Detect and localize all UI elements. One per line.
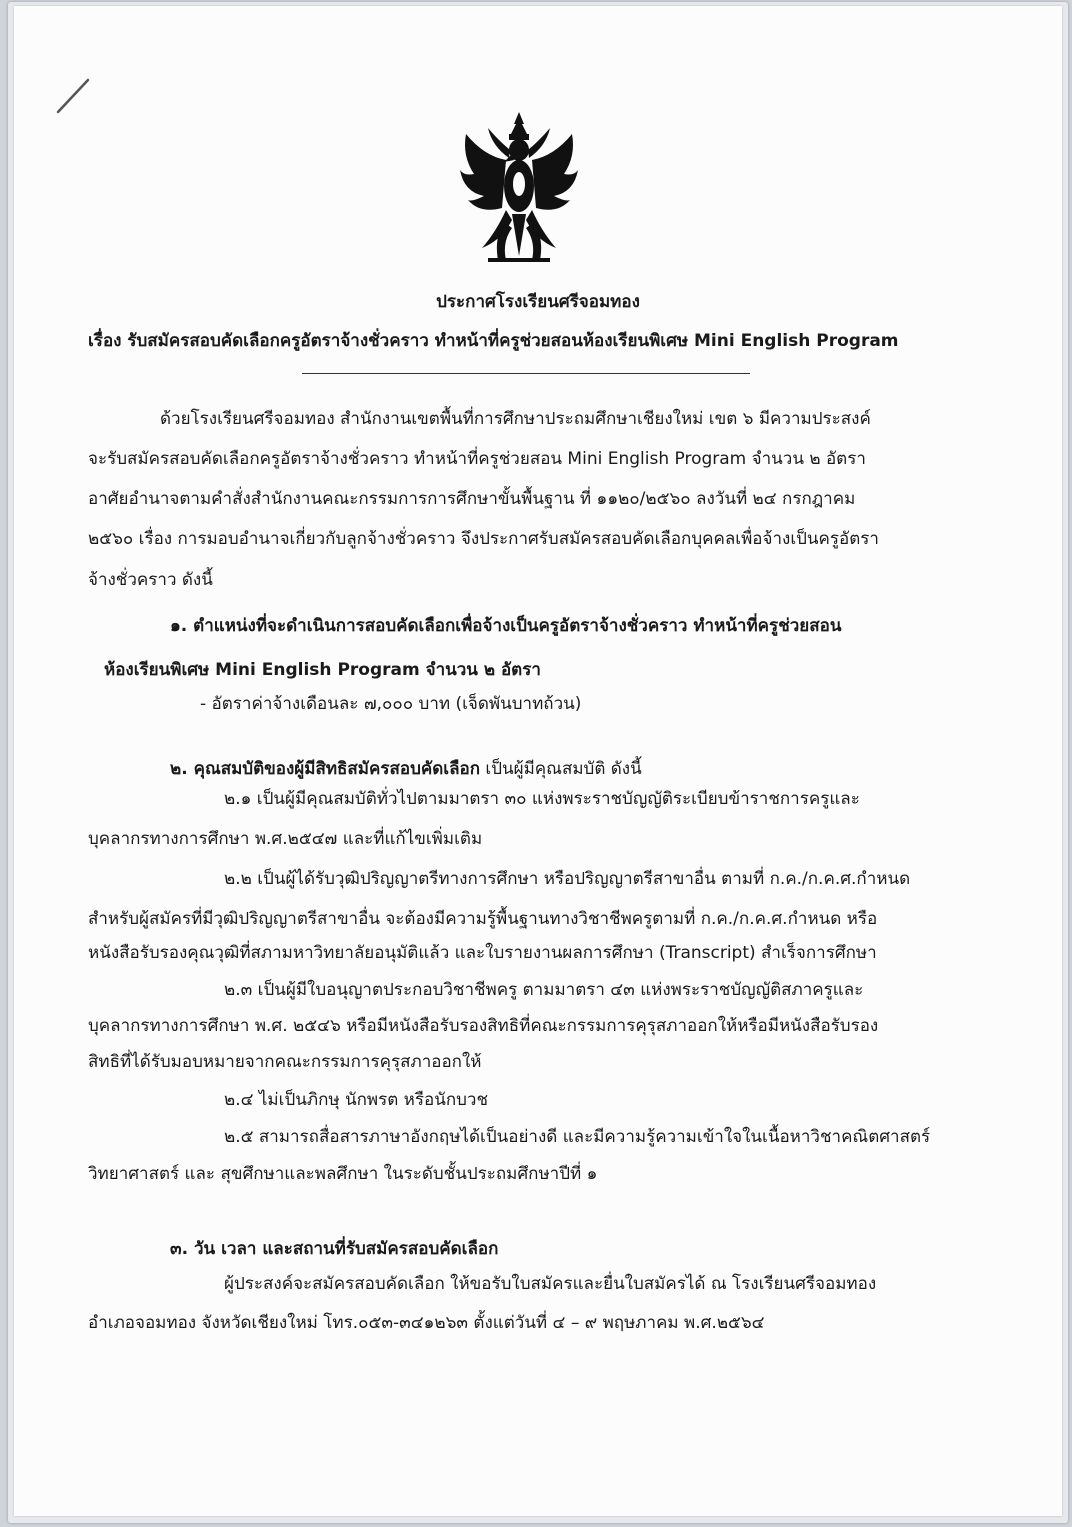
subject-text: รับสมัครสอบคัดเลือกครูอัตราจ้างชั่วคราว ทำหน้าที่ครูช่วยสอนห้องเรียนพิเศษ Mini English Program	[127, 331, 899, 351]
section2-heading-bold: ๒. คุณสมบัติของผู้มีสิทธิสมัครสอบคัดเลือก	[170, 759, 481, 779]
intro-line-5: จ้างชั่วคราว ดังนี้	[88, 570, 213, 590]
announcement-title: ประกาศโรงเรียนศรีจอมทอง	[436, 292, 640, 312]
item-2-2-line-a: ๒.๒ เป็นผู้ได้รับวุฒิปริญญาตรีทางการศึกษา หรือปริญญาตรีสาขาอื่น ตามที่ ก.ค./ก.ค.ศ.กำหนด	[224, 869, 911, 889]
item-2-3-line-b: บุคลากรทางการศึกษา พ.ศ. ๒๕๔๖ หรือมีหนังสือรับรองสิทธิที่คณะกรรมการคุรุสภาออกให้หรือมีหนังสือรับรอง	[88, 1016, 879, 1036]
section1-heading-line1: ๑. ตำแหน่งที่จะดำเนินการสอบคัดเลือกเพื่อจ้างเป็นครูอัตราจ้างชั่วคราว ทำหน้าที่ครูช่วยสอน	[170, 616, 842, 636]
intro-line-3: อาศัยอำนาจตามคำสั่งสำนักงานคณะกรรมการการศึกษาขั้นพื้นฐาน ที่ ๑๑๒๐/๒๕๖๐ ลงวันที่ ๒๔ กรกฎาคม	[88, 489, 856, 509]
section3-body-line-b: อำเภอจอมทอง จังหวัดเชียงใหม่ โทร.๐๕๓-๓๔๑๒๖๓ ตั้งแต่วันที่ ๔ – ๙ พฤษภาคม พ.ศ.๒๕๖๔	[88, 1313, 765, 1333]
document-page	[14, 6, 1062, 1516]
section2-heading	[170, 757, 642, 781]
staple-icon	[54, 76, 94, 116]
item-2-1-line-b: บุคลากรทางการศึกษา พ.ศ.๒๕๔๗ และที่แก้ไขเพิ่มเติม	[88, 829, 483, 849]
item-2-3-line-a: ๒.๓ เป็นผู้มีใบอนุญาตประกอบวิชาชีพครู ตามมาตรา ๔๓ แห่งพระราชบัญญัติสภาครูและ	[224, 980, 864, 1000]
subject-label: เรื่อง	[88, 331, 122, 351]
item-2-4: ๒.๔ ไม่เป็นภิกษุ นักพรต หรือนักบวช	[224, 1090, 488, 1110]
item-2-5-line-b: วิทยาศาสตร์ และ สุขศึกษาและพลศึกษา ในระดับชั้นประถมศึกษาปีที่ ๑	[88, 1164, 598, 1184]
section2-heading-rest: เป็นผู้มีคุณสมบัติ ดังนี้	[480, 759, 642, 779]
item-2-2-line-c: หนังสือรับรองคุณวุฒิที่สภามหาวิทยาลัยอนุมัติแล้ว และใบรายงานผลการศึกษา (Transcript) สำเร็จการศึกษา	[88, 943, 877, 963]
item-2-1-line-a: ๒.๑ เป็นผู้มีคุณสมบัติทั่วไปตามมาตรา ๓๐ แห่งพระราชบัญญัติระเบียบข้าราชการครูและ	[224, 789, 860, 809]
intro-line-1: ด้วยโรงเรียนศรีจอมทอง สำนักงานเขตพื้นที่การศึกษาประถมศึกษาเชียงใหม่ เขต ๖ มีความประสงค์	[160, 409, 871, 429]
intro-line-2: จะรับสมัครสอบคัดเลือกครูอัตราจ้างชั่วคราว ทำหน้าที่ครูช่วยสอน Mini English Program จำนวน ๒ อัตรา	[88, 449, 866, 469]
item-2-2-line-b: สำหรับผู้สมัครที่มีวุฒิปริญญาตรีสาขาอื่น จะต้องมีความรู้พื้นฐานทางวิชาชีพครูตามที่ ก.ค./ก.ค.ศ.กำหนด หรือ	[88, 909, 878, 929]
section1-heading-line2: ห้องเรียนพิเศษ Mini English Program จำนวน ๒ อัตรา	[104, 660, 541, 680]
section1-wage: - อัตราค่าจ้างเดือนละ ๗,๐๐๐ บาท (เจ็ดพันบาทถ้วน)	[200, 694, 582, 714]
item-2-3-line-c: สิทธิที่ได้รับมอบหมายจากคณะกรรมการคุรุสภาออกให้	[88, 1052, 482, 1072]
section3-heading: ๓. วัน เวลา และสถานที่รับสมัครสอบคัดเลือก	[170, 1239, 499, 1259]
item-2-5-line-a: ๒.๕ สามารถสื่อสารภาษาอังกฤษได้เป็นอย่างดี และมีความรู้ความเข้าใจในเนื้อหาวิชาคณิตศาสตร์	[224, 1127, 931, 1147]
section3-body-line-a: ผู้ประสงค์จะสมัครสอบคัดเลือก ให้ขอรับใบสมัครและยื่นใบสมัครได้ ณ โรงเรียนศรีจอมทอง	[224, 1274, 877, 1294]
intro-line-4: ๒๕๖๐ เรื่อง การมอบอำนาจเกี่ยวกับลูกจ้างชั่วคราว จึงประกาศรับสมัครสอบคัดเลือกบุคคลเพื่อจ้างเป็นครูอัตรา	[88, 529, 879, 549]
garuda-emblem-icon	[454, 110, 584, 265]
header-divider	[302, 373, 750, 374]
subject-line	[88, 329, 899, 353]
